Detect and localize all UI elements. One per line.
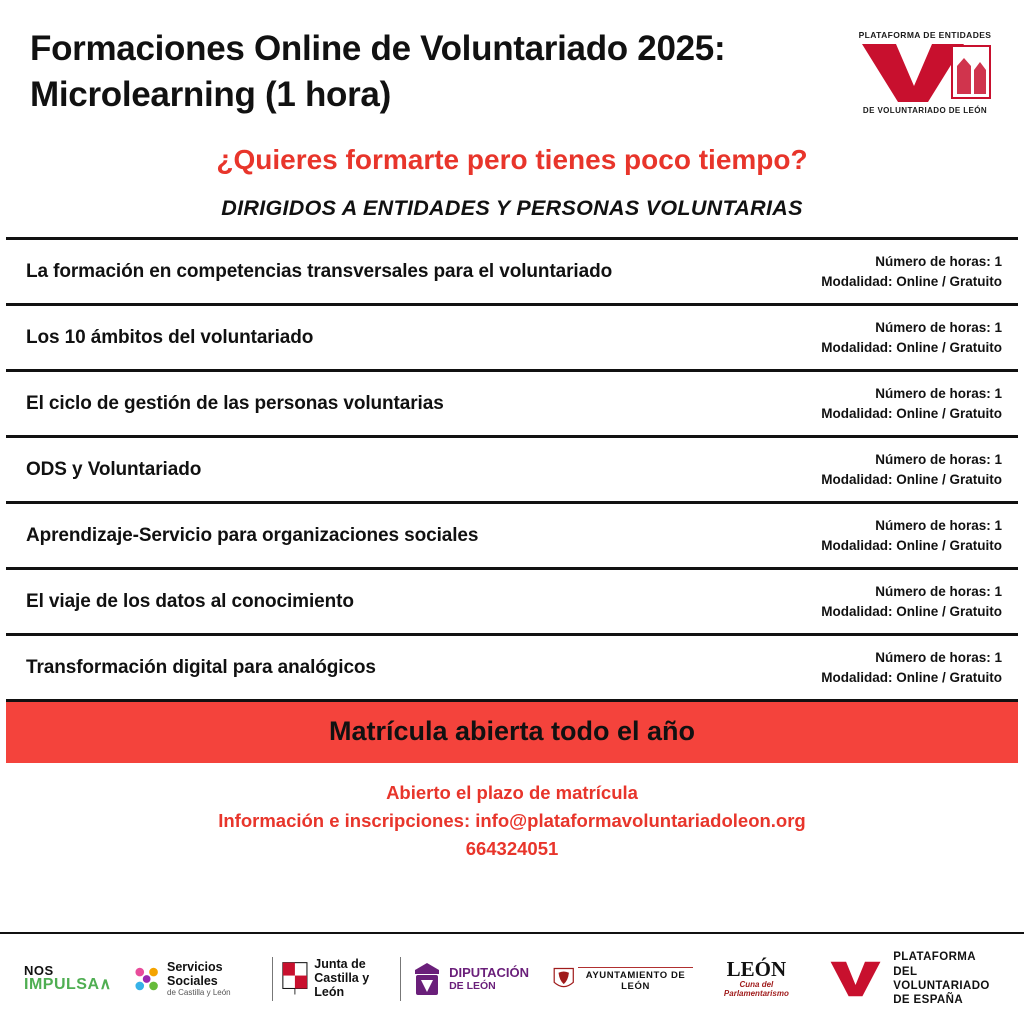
title-block [30,26,725,118]
plataforma-esp-line2: DEL VOLUNTARIADO [893,965,990,992]
course-mode: Modalidad: Online / Gratuito [821,669,1002,685]
course-hours: Número de horas: 1 [875,452,1002,468]
course-mode: Modalidad: Online / Gratuito [821,405,1002,421]
diputacion-line2: DE LEÓN [449,979,496,992]
logo-caption-bottom: DE VOLUNTARIADO DE LEÓN [862,106,988,115]
nos-impulsa-logo [14,948,122,1010]
logo-caption-top: PLATAFORMA DE ENTIDADES [858,30,992,40]
course-meta [802,318,1002,357]
course-hours: Número de horas: 1 [875,386,1002,402]
enrollment-banner: Matrícula abierta todo el año [6,702,1018,763]
coat-of-arms-icon [282,959,308,999]
course-meta [802,252,1002,291]
junta-line1: Junta de [314,957,366,972]
lion-crest-icon [549,961,578,995]
table-row [6,240,1018,306]
table-row [6,438,1018,504]
nos-impulsa-accent: ∧ [99,976,112,994]
diputacion-line1: DIPUTACIÓN [449,965,529,981]
subtitle-question: ¿Quieres formarte pero tienes poco tiempo? [216,144,808,176]
course-meta [802,582,1002,621]
table-row [6,570,1018,636]
footer-logos [0,932,1024,1024]
course-meta [802,384,1002,423]
crown-shield-icon [411,960,443,998]
servicios-sociales-logo [122,948,272,1010]
course-mode: Modalidad: Online / Gratuito [821,603,1002,619]
leon-cuna-parlamentarismo-logo [703,948,811,1010]
nos-impulsa-line1: NOS [24,962,54,978]
course-title: ODS y Voluntariado [26,458,202,480]
diputacion-leon-logo [401,948,539,1010]
course-title: Transformación digital para analógicos [26,656,376,678]
contact-block [0,763,1024,868]
table-row [6,636,1018,702]
table-row [6,504,1018,570]
course-hours: Número de horas: 1 [875,650,1002,666]
v-logo-icon [856,42,994,104]
course-hours: Número de horas: 1 [875,320,1002,336]
contact-email-line[interactable]: Información e inscripciones: info@plataformavoluntariadoleon.org [218,810,806,832]
junta-castilla-leon-logo [272,948,400,1010]
course-meta [802,516,1002,555]
plataforma-esp-line3: DE ESPAÑA [893,994,964,1007]
course-table [6,237,1018,702]
course-title: El viaje de los datos al conocimiento [26,590,354,612]
course-mode: Modalidad: Online / Gratuito [821,471,1002,487]
course-hours: Número de horas: 1 [875,584,1002,600]
course-title: La formación en competencias transversales para el voluntariado [26,260,613,282]
course-hours: Número de horas: 1 [875,254,1002,270]
plataforma-leon-logo [850,26,1000,115]
subtitle-audience: DIRIGIDOS A ENTIDADES Y PERSONAS VOLUNTARIAS [221,196,803,221]
course-meta [802,450,1002,489]
plataforma-esp-line1: PLATAFORMA [893,951,976,964]
page-title-line2: Microlearning (1 hora) [30,75,391,115]
course-title: Aprendizaje-Servicio para organizaciones sociales [26,524,479,546]
contact-line-1: Abierto el plazo de matrícula [386,782,638,804]
course-hours: Número de horas: 1 [875,518,1002,534]
course-mode: Modalidad: Online / Gratuito [821,273,1002,289]
servicios-sociales-line1: Servicios Sociales [167,960,223,988]
table-row [6,306,1018,372]
course-mode: Modalidad: Online / Gratuito [821,537,1002,553]
table-row [6,372,1018,438]
leon-cuna-line1: LEÓN [726,957,787,982]
page-title-line1: Formaciones Online de Voluntariado 2025: [30,29,726,68]
v-logo-icon [828,956,883,1002]
ayuntamiento-label: AYUNTAMIENTO DE LEÓN [578,967,692,992]
people-icon [132,962,161,996]
ayuntamiento-leon-logo [539,948,703,1010]
course-meta [802,648,1002,687]
course-title: El ciclo de gestión de las personas voluntarias [26,392,444,414]
junta-line2: Castilla y León [314,971,370,999]
course-mode: Modalidad: Online / Gratuito [821,339,1002,355]
course-title: Los 10 ámbitos del voluntariado [26,326,314,348]
plataforma-voluntariado-espana-logo [818,948,1010,1010]
nos-impulsa-line2: IMPULSA [24,976,100,994]
poster-header [0,0,1024,118]
leon-cuna-line2: Cuna del Parlamentarismo [723,979,789,998]
contact-phone[interactable]: 664324051 [465,837,559,859]
servicios-sociales-line2: de Castilla y León [167,987,231,997]
